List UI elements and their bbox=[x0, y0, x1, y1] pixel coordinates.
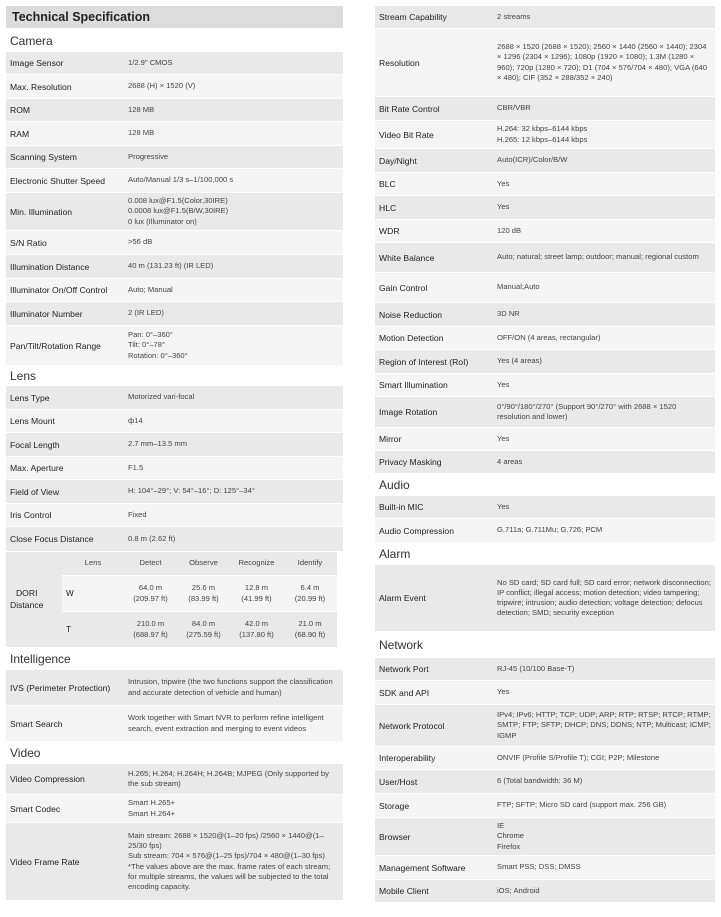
spec-label: Illuminator On/Off Control bbox=[10, 285, 108, 295]
spec-value: Work together with Smart NVR to perform refine intelligent search, event extraction and merging to event videos bbox=[128, 713, 324, 733]
spec-label: Illumination Distance bbox=[10, 261, 90, 272]
spec-value: FTP; SFTP; Micro SD card (support max. 256 GB) bbox=[497, 800, 667, 810]
spec-value: Yes bbox=[497, 202, 510, 212]
video-cont-spec-row bbox=[375, 350, 715, 374]
spec-value: IPv4; IPv6; HTTP; TCP; UDP; ARP; RTP; RTSP; RTCP; RTMP; SMTP; FTP; SFTP; DHCP; DNS; DDNS; NTP; Multicast; ICMP; IGMP bbox=[497, 710, 711, 740]
spec-label: White Balance bbox=[379, 252, 435, 263]
spec-label: Pan/Tilt/Rotation Range bbox=[10, 340, 101, 351]
video-cont-spec-row bbox=[375, 397, 715, 428]
network-spec-row bbox=[375, 880, 715, 903]
spec-label: Min. Illumination bbox=[10, 206, 73, 217]
spec-label: Stream Capability bbox=[379, 12, 447, 22]
network-spec-row bbox=[375, 681, 715, 705]
spec-label: S/N Ratio bbox=[10, 237, 47, 248]
dori-header-recognize: Recognize bbox=[230, 552, 283, 576]
camera-spec-row bbox=[6, 255, 343, 279]
dori-label: DORI Distance bbox=[6, 552, 62, 648]
spec-value: G.711a; G.711Mu; G.726; PCM bbox=[497, 525, 603, 535]
spec-label: BLC bbox=[379, 179, 396, 189]
spec-label: Noise Reduction bbox=[379, 309, 443, 320]
intelligence-table bbox=[6, 670, 343, 742]
dori-row-t-observe: 84.0 m (275.59 ft) bbox=[177, 612, 230, 648]
spec-value: Motorized vari-focal bbox=[128, 392, 195, 402]
video-cont-spec-row bbox=[375, 303, 715, 327]
page-title: Technical Specification bbox=[6, 6, 343, 28]
spec-value: CBR/VBR bbox=[497, 103, 531, 113]
spec-label: RAM bbox=[10, 128, 30, 139]
spec-value: 2.7 mm–13.5 mm bbox=[128, 439, 188, 449]
intelligence-spec-row bbox=[6, 706, 343, 742]
video-cont-spec-row bbox=[375, 149, 715, 173]
spec-label: Image Rotation bbox=[379, 407, 438, 417]
video-cont-spec-row bbox=[375, 374, 715, 397]
right-column bbox=[375, 6, 715, 903]
spec-value: Progressive bbox=[128, 151, 169, 161]
spec-value: Yes (4 areas) bbox=[497, 356, 542, 366]
camera-spec-row bbox=[6, 326, 343, 366]
lens-spec-row bbox=[6, 480, 343, 504]
spec-label: Audio Compression bbox=[379, 525, 454, 536]
video-cont-spec-row bbox=[375, 121, 715, 149]
video-cont-spec-row bbox=[375, 196, 715, 220]
spec-value: Yes bbox=[497, 501, 510, 511]
camera-spec-row bbox=[6, 122, 343, 146]
spec-value: 40 m (131.23 ft) (IR LED) bbox=[128, 261, 214, 271]
dori-table bbox=[6, 552, 343, 648]
spec-value: 1/2.9" CMOS bbox=[128, 57, 173, 67]
video-cont-spec-row bbox=[375, 220, 715, 243]
spec-label: User/Host bbox=[379, 776, 418, 787]
spec-value: Manual;Auto bbox=[497, 282, 540, 292]
spec-value: ф14 bbox=[128, 415, 143, 425]
audio-spec-row bbox=[375, 496, 715, 519]
spec-label: Video Compression bbox=[10, 774, 85, 784]
camera-spec-row bbox=[6, 231, 343, 255]
spec-label: Max. Aperture bbox=[10, 463, 64, 473]
spec-value: Auto/Manual 1/3 s–1/100,000 s bbox=[128, 175, 234, 185]
camera-table bbox=[6, 52, 343, 366]
spec-value: 128 MB bbox=[128, 128, 155, 138]
spec-label: Smart Search bbox=[10, 718, 63, 729]
network-table bbox=[375, 658, 715, 903]
camera-spec-row bbox=[6, 146, 343, 169]
spec-label: Region of Interest (RoI) bbox=[379, 356, 469, 367]
spec-value: 128 MB bbox=[128, 104, 155, 114]
spec-label: Scanning System bbox=[10, 152, 77, 162]
audio-spec-row bbox=[375, 519, 715, 543]
camera-spec-row bbox=[6, 302, 343, 326]
dori-header-lens: Lens bbox=[62, 552, 124, 576]
lens-spec-row bbox=[6, 410, 343, 433]
lens-spec-row bbox=[6, 527, 343, 552]
spec-label: SDK and API bbox=[379, 687, 430, 698]
video-cont-spec-row bbox=[375, 29, 715, 97]
spec-value: 2 streams bbox=[497, 11, 531, 21]
spec-value: 4 areas bbox=[497, 456, 523, 466]
spec-label: Alarm Event bbox=[379, 593, 426, 603]
video-cont-spec-row bbox=[375, 6, 715, 29]
spec-label: Mobile Client bbox=[379, 886, 429, 896]
network-spec-row bbox=[375, 856, 715, 880]
lens-spec-row bbox=[6, 504, 343, 527]
left-column bbox=[6, 6, 343, 901]
spec-label: Browser bbox=[379, 831, 411, 842]
spec-label: Close Focus Distance bbox=[10, 534, 94, 544]
dori-row-t-identify: 21.0 m (68.90 ft) bbox=[283, 612, 337, 648]
spec-value: No SD card; SD card full; SD card error; network disconnection; IP conflict; illegal access; motion detection; video tampering; tripwire; intrusion; audio detection; voltage detection; defocus detection; SMD; security exception bbox=[497, 577, 711, 618]
spec-value: IE Chrome Firefox bbox=[497, 821, 525, 851]
spec-label: Network Port bbox=[379, 664, 429, 674]
spec-label: Lens Type bbox=[10, 392, 50, 403]
dori-row-w-recognize: 12.8 m (41.99 ft) bbox=[230, 576, 283, 612]
lens-spec-row bbox=[6, 386, 343, 410]
spec-label: Electronic Shutter Speed bbox=[10, 175, 106, 186]
audio-table bbox=[375, 496, 715, 543]
spec-label: Lens Mount bbox=[10, 416, 55, 426]
spec-label: Interoperability bbox=[379, 753, 436, 763]
video-cont-spec-row bbox=[375, 243, 715, 273]
camera-spec-row bbox=[6, 99, 343, 122]
spec-label: Iris Control bbox=[10, 510, 52, 520]
spec-label: Focal Length bbox=[10, 439, 60, 450]
video-table bbox=[6, 764, 343, 901]
spec-label: Motion Detection bbox=[379, 333, 444, 343]
spec-value: Auto(ICR)/Color/B/W bbox=[497, 155, 568, 165]
spec-label: Video Frame Rate bbox=[10, 856, 80, 867]
camera-spec-row bbox=[6, 75, 343, 99]
network-spec-row bbox=[375, 705, 715, 747]
dori-row-w-lens: W bbox=[62, 576, 124, 612]
video-spec-row bbox=[6, 795, 343, 823]
spec-value: 2688 × 1520 (2688 × 1520); 2560 × 1440 (2560 × 1440); 2304 × 1296 (2304 × 1296); 1080p (1920 × 1080); 1.3M (1280 × 960); 720p (1280 × 720); D1 (704 × 576/704 × 480); VGA (640 × 480); CIF (352 × 288/352 × 240) bbox=[497, 42, 708, 82]
dori-row-w-detect: 64.0 m (209.97 ft) bbox=[124, 576, 177, 612]
lens-spec-row bbox=[6, 457, 343, 480]
spec-value: 6 (Total bandwidth: 36 M) bbox=[497, 776, 583, 786]
spec-value: iOS; Android bbox=[497, 885, 540, 895]
spec-label: Gain Control bbox=[379, 282, 428, 293]
spec-label: Bit Rate Control bbox=[379, 103, 440, 114]
section-heading-video: Video bbox=[10, 746, 41, 760]
spec-label: Video Bit Rate bbox=[379, 129, 434, 140]
spec-value: Smart H.265+ Smart H.264+ bbox=[128, 798, 176, 818]
section-heading-audio: Audio bbox=[379, 478, 410, 492]
spec-value: Pan: 0°–360° Tilt: 0°–78° Rotation: 0°–360° bbox=[128, 330, 188, 360]
video-cont-spec-row bbox=[375, 327, 715, 350]
spec-label: Mirror bbox=[379, 434, 402, 444]
intelligence-spec-row bbox=[6, 670, 343, 706]
spec-label: Illuminator Number bbox=[10, 308, 83, 319]
spec-value: Yes bbox=[497, 433, 510, 443]
dori-header-identify: Identify bbox=[283, 552, 337, 576]
network-spec-row bbox=[375, 747, 715, 770]
dori-row-w-observe: 25.6 m (83.99 ft) bbox=[177, 576, 230, 612]
spec-value: H.265; H.264; H.264H; H.264B; MJPEG (Only supported by the sub stream) bbox=[128, 768, 329, 788]
dori-header-detect: Detect bbox=[124, 552, 177, 576]
dori-row-t-lens: T bbox=[62, 612, 124, 648]
camera-spec-row bbox=[6, 169, 343, 193]
spec-value: Intrusion, tripwire (the two functions support the classification and accurate detection of vehicle and human) bbox=[128, 677, 333, 697]
lens-table bbox=[6, 386, 343, 552]
lens-spec-row bbox=[6, 433, 343, 457]
spec-value: 3D NR bbox=[497, 309, 520, 319]
spec-value: RJ-45 (10/100 Base-T) bbox=[497, 663, 575, 673]
spec-value: Auto; natural; street lamp; outdoor; manual; regional custom bbox=[497, 252, 699, 262]
alarm-table bbox=[375, 565, 715, 632]
spec-label: Day/Night bbox=[379, 155, 417, 166]
spec-value: 120 dB bbox=[497, 225, 522, 235]
spec-value: Yes bbox=[497, 379, 510, 389]
spec-value: Smart PSS; DSS; DMSS bbox=[497, 862, 581, 872]
spec-label: Management Software bbox=[379, 862, 466, 873]
camera-spec-row bbox=[6, 193, 343, 231]
video-spec-row bbox=[6, 764, 343, 795]
video-spec-row bbox=[6, 823, 343, 901]
video-cont-spec-row bbox=[375, 173, 715, 196]
spec-label: IVS (Perimeter Protection) bbox=[10, 682, 111, 693]
spec-value: 2 (IR LED) bbox=[128, 308, 164, 318]
section-heading-lens: Lens bbox=[10, 369, 37, 383]
dori-row-t-detect: 210.0 m (688.97 ft) bbox=[124, 612, 177, 648]
network-spec-row bbox=[375, 770, 715, 794]
spec-label: Network Protocol bbox=[379, 720, 445, 731]
spec-value: Yes bbox=[497, 687, 510, 697]
spec-label: ROM bbox=[10, 105, 31, 115]
section-heading-intelligence: Intelligence bbox=[10, 652, 71, 666]
spec-label: Resolution bbox=[379, 57, 420, 68]
camera-spec-row bbox=[6, 279, 343, 302]
spec-label: Storage bbox=[379, 800, 410, 811]
dori-row-w-identify: 6.4 m (20.99 ft) bbox=[283, 576, 337, 612]
spec-label: Field of View bbox=[10, 486, 60, 497]
spec-label: Max. Resolution bbox=[10, 81, 72, 92]
spec-label: Privacy Masking bbox=[379, 457, 442, 467]
spec-label: Built-in MIC bbox=[379, 502, 424, 512]
spec-value: Fixed bbox=[128, 509, 147, 519]
spec-value: Auto; Manual bbox=[128, 284, 173, 294]
dori-header-observe: Observe bbox=[177, 552, 230, 576]
video-cont-spec-row bbox=[375, 97, 715, 121]
dori-row-t-recognize: 42.0 m (137.80 ft) bbox=[230, 612, 283, 648]
spec-label: Image Sensor bbox=[10, 58, 64, 68]
spec-value: H.264: 32 kbps–6144 kbps H.265: 12 kbps–6144 kbps bbox=[497, 124, 588, 144]
network-spec-row bbox=[375, 794, 715, 818]
video-continued-table bbox=[375, 6, 715, 474]
spec-label: HLC bbox=[379, 202, 397, 213]
spec-label: WDR bbox=[379, 226, 400, 236]
spec-value: H: 104°–29°; V: 54°–16°; D: 125°–34° bbox=[128, 486, 255, 496]
video-cont-spec-row bbox=[375, 451, 715, 474]
spec-value: 0°/90°/180°/270° (Support 90°/270° with 2688 × 1520 resolution and lower) bbox=[497, 401, 677, 421]
spec-value: Yes bbox=[497, 178, 510, 188]
video-cont-spec-row bbox=[375, 428, 715, 451]
spec-value: OFF/ON (4 areas, rectangular) bbox=[497, 332, 601, 342]
spec-label: Smart Codec bbox=[10, 803, 61, 814]
spec-value: 2688 (H) × 1520 (V) bbox=[128, 81, 196, 91]
network-spec-row bbox=[375, 818, 715, 856]
alarm-spec-row bbox=[375, 565, 715, 632]
section-heading-camera: Camera bbox=[10, 34, 53, 48]
spec-value: ONVIF (Profile S/Profile T); CGI; P2P; Milestone bbox=[497, 752, 660, 762]
spec-value: 0.8 m (2.62 ft) bbox=[128, 533, 176, 543]
spec-value: Main stream: 2688 × 1520@(1–20 fps) /2560 × 1440@(1–25/30 fps) Sub stream: 704 × 576@(1–25 fps)/704 × 480@(1–30 fps) *The values above are the max. frame rates of each stream; for multiple streams, the values will be subjected to the total encoding capacity. bbox=[128, 830, 331, 891]
section-heading-network: Network bbox=[379, 638, 424, 652]
section-heading-alarm: Alarm bbox=[379, 547, 411, 561]
spec-value: 0.008 lux@F1.5(Color,30IRE) 0.0008 lux@F1.5(B/W,30IRE) 0 lux (Illuminator on) bbox=[128, 196, 229, 226]
spec-label: Smart Illumination bbox=[379, 380, 448, 390]
spec-value: F1.5 bbox=[128, 462, 144, 472]
video-cont-spec-row bbox=[375, 273, 715, 303]
camera-spec-row bbox=[6, 52, 343, 75]
network-spec-row bbox=[375, 658, 715, 681]
spec-value: >56 dB bbox=[128, 237, 153, 247]
